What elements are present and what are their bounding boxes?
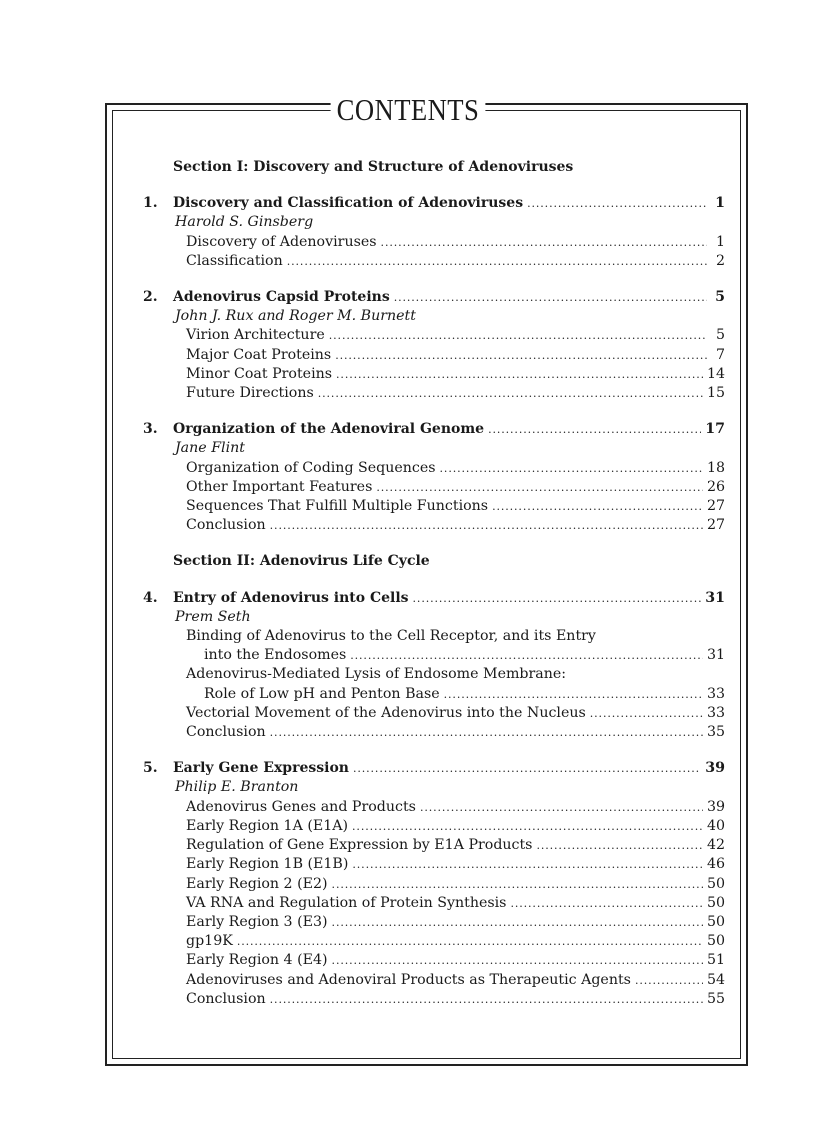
chapter-number: 4. <box>143 589 158 606</box>
toc-entry[interactable] <box>143 990 725 1009</box>
chapter-title: Organization of the Adenoviral Genome <box>173 421 485 438</box>
dot-leader <box>394 288 707 307</box>
toc-entry[interactable] <box>143 497 725 516</box>
entry-title: Early Region 4 (E4) <box>186 952 328 969</box>
entry-page: 14 <box>706 365 725 382</box>
dot-leader <box>527 194 707 213</box>
toc-entry[interactable] <box>143 894 725 913</box>
toc-entry[interactable] <box>143 798 725 817</box>
entry-page: 42 <box>706 837 725 854</box>
entry-line: Adenovirus-Mediated Lysis of Endosome Membrane: <box>186 666 567 683</box>
toc-entry[interactable] <box>143 478 725 497</box>
toc-entry[interactable] <box>143 516 725 535</box>
entry-title: Adenoviruses and Adenoviral Products as Therapeutic Agents <box>186 971 631 988</box>
chapter <box>143 589 725 743</box>
entry-title: Role of Low pH and Penton Base <box>204 685 440 702</box>
dot-leader <box>352 817 703 836</box>
dot-leader <box>270 723 703 742</box>
entry-title: Future Directions <box>186 385 314 402</box>
dot-leader <box>413 589 702 608</box>
dot-leader <box>420 798 703 817</box>
chapter-number: 3. <box>143 421 158 438</box>
dot-leader <box>440 459 703 478</box>
dot-leader <box>318 384 703 403</box>
spacer <box>143 535 725 552</box>
entry-page: 7 <box>715 346 725 363</box>
entry-page: 27 <box>706 498 725 515</box>
entry-page: 50 <box>706 933 725 950</box>
entry-page: 50 <box>706 913 725 930</box>
entry-title: Discovery of Adenoviruses <box>186 233 377 250</box>
title-wrap <box>0 92 816 128</box>
spacer <box>143 403 725 420</box>
entry-title: into the Endosomes <box>204 647 347 664</box>
entry-page: 2 <box>715 252 725 269</box>
dot-leader <box>329 326 707 345</box>
entry-page: 50 <box>706 875 725 892</box>
toc-entry[interactable] <box>143 723 725 742</box>
dot-leader <box>510 894 702 913</box>
toc-entry[interactable] <box>143 817 725 836</box>
entry-line: Binding of Adenovirus to the Cell Receptor, and its Entry <box>186 628 596 645</box>
entry-title: Classification <box>186 252 283 269</box>
toc-entry[interactable] <box>143 685 725 704</box>
chapter <box>143 420 725 535</box>
dot-leader <box>332 913 703 932</box>
section-heading: Section II: Adenovirus Life Cycle <box>173 553 430 570</box>
entry-title: gp19K <box>186 933 233 950</box>
toc-entry[interactable] <box>143 326 725 345</box>
dot-leader <box>353 759 701 778</box>
toc-entry[interactable] <box>143 932 725 951</box>
dot-leader <box>376 478 703 497</box>
chapter-title: Discovery and Classification of Adenoviruses <box>173 195 524 212</box>
entry-title: Conclusion <box>186 724 266 741</box>
chapter-author: Harold S. Ginsberg <box>175 214 314 231</box>
entry-title: VA RNA and Regulation of Protein Synthesis <box>186 894 507 911</box>
chapter-title: Entry of Adenovirus into Cells <box>173 589 409 606</box>
chapter <box>143 194 725 271</box>
entry-title: Conclusion <box>186 517 266 534</box>
entry-page: 26 <box>706 478 725 495</box>
spacer <box>143 572 725 589</box>
chapter-heading[interactable] <box>143 420 725 439</box>
dot-leader <box>336 365 703 384</box>
entry-page: 15 <box>706 385 725 402</box>
entry-title: Early Region 3 (E3) <box>186 913 328 930</box>
dot-leader <box>536 836 702 855</box>
chapter-heading[interactable] <box>143 194 725 213</box>
dot-leader <box>332 875 703 894</box>
toc-entry[interactable] <box>143 365 725 384</box>
entry-title: Adenovirus Genes and Products <box>186 798 416 815</box>
entry-page: 51 <box>706 952 725 969</box>
entry-title: Regulation of Gene Expression by E1A Products <box>186 837 533 854</box>
entry-page: 18 <box>706 459 725 476</box>
chapter-page: 39 <box>705 760 725 777</box>
toc-entry[interactable] <box>143 855 725 874</box>
entry-page: 46 <box>706 856 725 873</box>
section-heading: Section I: Discovery and Structure of Adenoviruses <box>173 159 574 175</box>
toc-entry[interactable] <box>143 346 725 365</box>
entry-title: Vectorial Movement of the Adenovirus into the Nucleus <box>186 704 586 721</box>
page-title: CONTENTS <box>331 92 486 128</box>
entry-title: Early Region 2 (E2) <box>186 875 328 892</box>
dot-leader <box>381 233 707 252</box>
toc-entry[interactable] <box>143 913 725 932</box>
dot-leader <box>237 932 703 951</box>
toc-entry[interactable] <box>143 836 725 855</box>
dot-leader <box>270 516 703 535</box>
chapter-title: Adenovirus Capsid Proteins <box>173 289 390 306</box>
toc-entry[interactable] <box>143 646 725 665</box>
chapter-number: 2. <box>143 289 158 306</box>
dot-leader <box>488 420 701 439</box>
dot-leader <box>352 855 703 874</box>
chapter-page: 31 <box>705 589 725 606</box>
entry-title: Other Important Features <box>186 478 373 495</box>
dot-leader <box>332 951 703 970</box>
entry-title: Minor Coat Proteins <box>186 365 333 382</box>
chapter <box>143 759 725 1009</box>
chapter-title: Early Gene Expression <box>173 760 349 777</box>
dot-leader <box>444 685 703 704</box>
entry-page: 55 <box>706 990 725 1007</box>
spacer <box>143 271 725 288</box>
chapter <box>143 288 725 403</box>
chapter-heading[interactable] <box>143 288 725 307</box>
chapter-author: Prem Seth <box>175 608 251 625</box>
entry-page: 39 <box>706 798 725 815</box>
entry-page: 31 <box>706 647 725 664</box>
toc-entry[interactable] <box>143 384 725 403</box>
entry-title: Sequences That Fulfill Multiple Functions <box>186 498 489 515</box>
entry-title: Major Coat Proteins <box>186 346 332 363</box>
spacer <box>143 177 725 194</box>
entry-page: 50 <box>706 894 725 911</box>
entry-title: Virion Architecture <box>186 327 325 344</box>
chapter-heading[interactable] <box>143 589 725 608</box>
chapter-number: 5. <box>143 760 158 777</box>
dot-leader <box>287 252 707 271</box>
entry-page: 40 <box>706 817 725 834</box>
chapter-author: John J. Rux and Roger M. Burnett <box>175 308 416 325</box>
entry-title: Early Region 1B (E1B) <box>186 856 349 873</box>
chapter-author: Jane Flint <box>175 440 245 457</box>
toc-content <box>143 158 725 1009</box>
toc-entry[interactable] <box>143 459 725 478</box>
entry-page: 1 <box>715 233 725 250</box>
dot-leader <box>635 971 703 990</box>
entry-title: Early Region 1A (E1A) <box>186 817 349 834</box>
entry-page: 33 <box>706 704 725 721</box>
toc-entry[interactable] <box>143 875 725 894</box>
toc-entry[interactable] <box>143 252 725 271</box>
dot-leader <box>270 990 703 1009</box>
chapter-page: 17 <box>705 421 725 438</box>
toc-entry[interactable] <box>143 951 725 970</box>
entry-title: Organization of Coding Sequences <box>186 459 436 476</box>
chapter-heading[interactable] <box>143 759 725 778</box>
dot-leader <box>350 646 703 665</box>
entry-page: 5 <box>715 327 725 344</box>
spacer <box>143 742 725 759</box>
dot-leader <box>590 704 703 723</box>
dot-leader <box>335 346 707 365</box>
entry-page: 35 <box>706 724 725 741</box>
chapter-author: Philip E. Branton <box>175 779 299 796</box>
entry-page: 27 <box>706 517 725 534</box>
entry-page: 33 <box>706 685 725 702</box>
chapter-number: 1. <box>143 195 158 212</box>
toc-entry[interactable] <box>143 233 725 252</box>
chapter-page: 1 <box>715 195 725 212</box>
entry-page: 54 <box>706 971 725 988</box>
toc-entry[interactable] <box>143 704 725 723</box>
entry-title: Conclusion <box>186 990 266 1007</box>
toc-entry[interactable] <box>143 971 725 990</box>
chapter-page: 5 <box>715 289 725 306</box>
dot-leader <box>492 497 703 516</box>
